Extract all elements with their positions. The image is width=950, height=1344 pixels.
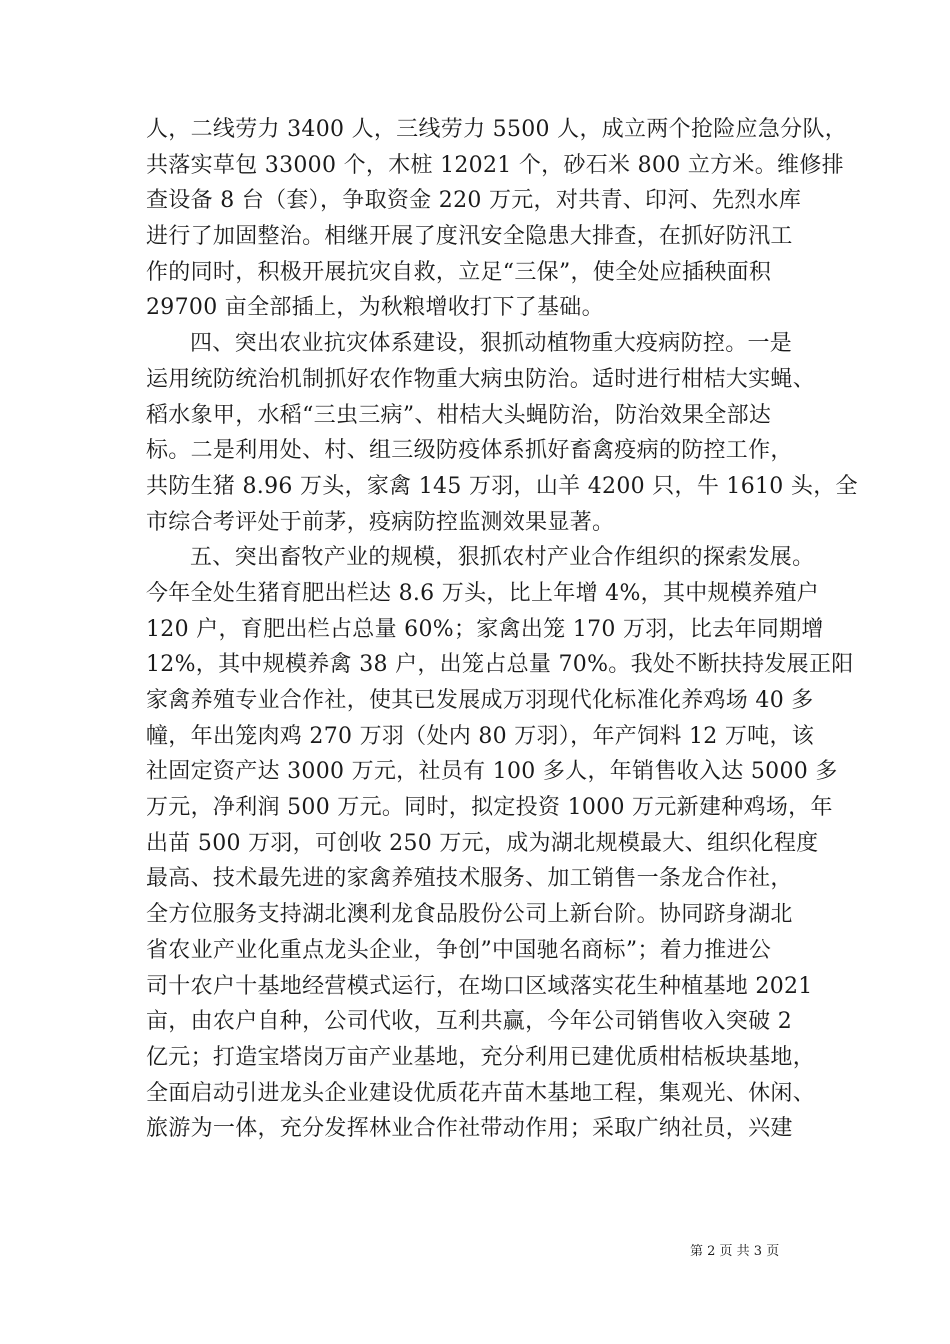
text-line: 万元，净利润 500 万元。同时，拟定投资 1000 万元新建种鸡场，年 — [146, 795, 833, 821]
text-line: 最高、技术最先进的家禽养殖技术服务、加工销售一条龙合作社， — [146, 866, 793, 892]
paragraph-disease-control — [146, 326, 858, 540]
text-line: 标。二是利用处、村、组三级防疫体系抓好畜禽疫病的防控工作， — [146, 438, 793, 464]
text-line: 旅游为一体，充分发挥林业合作社带动作用；采取广纳社员，兴建 — [146, 1116, 793, 1142]
text-line: 120 户，育肥出栏占总量 60%；家禽出笼 170 万羽，比去年同期增 — [146, 616, 824, 642]
text-line: 社固定资产达 3000 万元，社员有 100 多人，年销售收入达 5000 多 — [146, 759, 838, 785]
text-line: 全方位服务支持湖北澳利龙食品股份公司上新台阶。协同跻身湖北 — [146, 902, 793, 928]
text-line: 五、突出畜牧产业的规模，狠抓农村产业合作组织的探索发展。 — [190, 545, 815, 571]
document-body — [146, 112, 858, 1147]
text-line: 市综合考评处于前茅，疫病防控监测效果显著。 — [146, 509, 615, 535]
text-line: 稻水象甲，水稻“三虫三病”、柑桔大头蝇防治，防治效果全部达 — [146, 402, 772, 428]
text-line: 共防生猪 8.96 万头，家禽 145 万羽，山羊 4200 只，牛 1610 头，全 — [146, 473, 858, 499]
text-line: 进行了加固整治。相继开展了度汛安全隐患大排查，在抓好防汛工 — [146, 224, 793, 250]
text-line: 幢，年出笼肉鸡 270 万羽（处内 80 万羽），年产饲料 12 万吨，该 — [146, 723, 815, 749]
text-line: 人，二线劳力 3400 人，三线劳力 5500 人，成立两个抢险应急分队， — [146, 117, 848, 142]
text-line: 出苗 500 万羽，可创收 250 万元，成为湖北规模最大、组织化程度 — [146, 830, 819, 856]
text-line: 亩，由农户自种，公司代收，互利共赢，今年公司销售收入突破 2 — [146, 1009, 792, 1035]
text-line: 家禽养殖专业合作社，使其已发展成万羽现代化标准化养鸡场 40 多 — [146, 688, 814, 713]
text-line: 司十农户十基地经营模式运行，在坳口区域落实花生种植基地 2021 — [146, 973, 813, 999]
text-line: 12%，其中规模养禽 38 户，出笼占总量 70%。我处不断扶持发展正阳 — [146, 652, 854, 678]
text-line: 省农业产业化重点龙头企业，争创”中国驰名商标”；着力推进公 — [146, 937, 772, 963]
text-line: 作的同时，积极开展抗灾自救，立足“三保”，使全处应插秧面积 — [146, 259, 772, 285]
text-line: 全面启动引进龙头企业建设优质花卉苗木基地工程，集观光、休闲、 — [146, 1080, 816, 1106]
text-line: 四、突出农业抗灾体系建设，狠抓动植物重大疫病防控。一是 — [190, 331, 793, 357]
text-line: 共落实草包 33000 个，木桩 12021 个，砂石米 800 立方米。维修排 — [146, 152, 844, 178]
text-line: 运用统防统治机制抓好农作物重大病虫防治。适时进行柑桔大实蝇、 — [146, 366, 816, 392]
paragraph-livestock-industry — [146, 540, 854, 1147]
text-line: 今年全处生猪育肥出栏达 8.6 万头，比上年增 4%，其中规模养殖户 — [146, 580, 820, 606]
text-line: 查设备 8 台（套），争取资金 220 万元，对共青、印河、先烈水库 — [146, 188, 802, 214]
text-line: 亿元；打造宝塔岗万亩产业基地，充分利用已建优质柑桔板块基地， — [146, 1044, 816, 1070]
page-number: 第 2 页 共 3 页 — [690, 1244, 780, 1259]
text-line: 29700 亩全部插上，为秋粮增收打下了基础。 — [146, 295, 604, 321]
paragraph-flood-relief — [146, 112, 848, 326]
